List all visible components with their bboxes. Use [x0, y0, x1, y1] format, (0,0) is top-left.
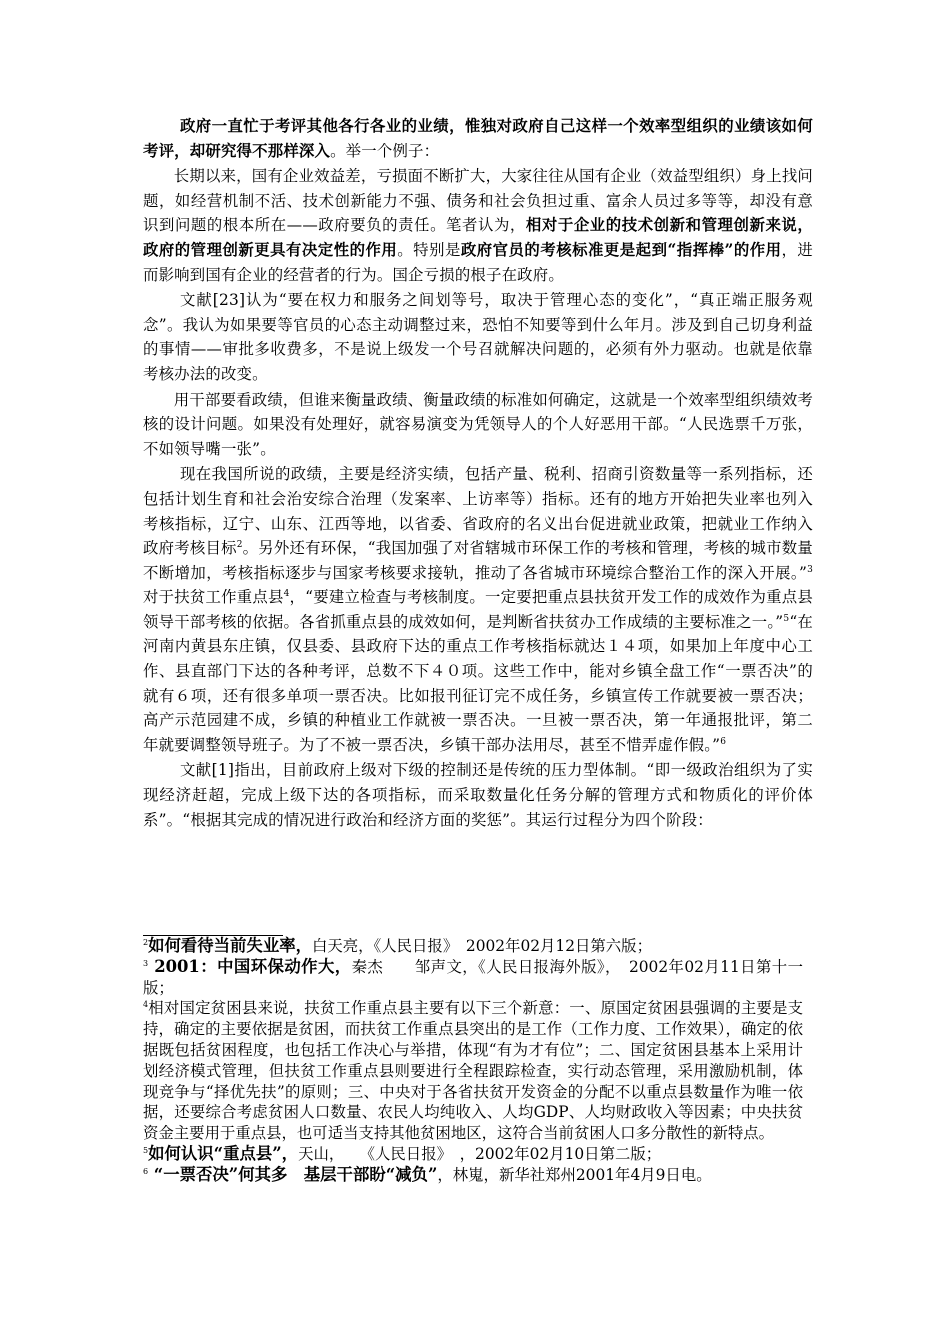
footnote-4: [143, 998, 803, 1144]
footnote-text: 白天亮，《人民日报》 2002年02月12日第六版；: [312, 937, 652, 955]
paragraph-5-text-1: 现在我国所说的政绩，主要是经济实绩，包括产量、税利、招商引资数量等一系列指标，还包括计划生育和社会治安综合治理（发案率、上访率等）指标。还有的地方开始把失业率也列入考核指标，辽宁、山东、江西等地，以省委、省政府的名义出台促进就业政策，把就业工作纳入政府考核目标: [143, 465, 813, 558]
footnote-ref-6[interactable]: 6: [720, 736, 727, 747]
footnote-ref-4[interactable]: 4: [283, 589, 290, 600]
paragraph-1-text: 。举一个例子：: [330, 141, 440, 160]
footnote-6: [143, 1165, 803, 1186]
paragraph-3: 文献[23]认为“要在权力和服务之间划等号，取决于管理心态的变化”，“真正端正服务观念”。我认为如果要等官员的心态主动调整过来，恐怕不知要等到什么年月。涉及到自己切身利益的事情——审批多收费多，不是说上级发一个号召就解决问题的，必须有外力驱动。也就是依靠考核办法的改变。: [143, 291, 813, 383]
body-text: [143, 114, 813, 832]
paragraph-4: 用干部要看政绩，但谁来衡量政绩、衡量政绩的标准如何确定，这就是一个效率型组织绩效考核的设计问题。如果没有处理好，就容易演变为凭领导人的个人好恶用干部。“人民选票千万张，不如领导嘴一张”。: [143, 390, 814, 458]
footnote-ref-2[interactable]: 2: [236, 539, 243, 550]
footnote-title: 如何认识“重点县”，: [148, 1143, 299, 1163]
footnote-3: [143, 957, 803, 999]
footnote-mark: 6: [143, 1166, 149, 1176]
footnote-mark: 4: [143, 1000, 149, 1010]
paragraph-5-text-2: 。另外还有环保，“我国加强了对省辖城市环保工作的考核和管理，考核的城市数量不断增加，考核指标逐步与国家考核要求接轨，推动了各省城市环境综合整治工作的深入开展。”: [143, 539, 813, 582]
footnote-title: “一票否决”何其多 基层干部盼“减负”: [148, 1164, 438, 1184]
footnote-2: [143, 936, 803, 957]
paragraph-5-text-4: ，“要建立检查与考核制度。一定要把重点县扶贫开发工作的成效作为重点县领导干部考核的依据。各省抓重点县的成效如何，是判断省扶贫办工作成绩的主要标准之一。”: [143, 588, 813, 631]
paragraph-2-bold-2: 政府官员的考核标准更是起到“指挥棒”的作用: [460, 240, 782, 259]
footnote-text: 天山， 《人民日报》 ，2002年02月10日第二版；: [298, 1144, 662, 1163]
footnote-ref-5[interactable]: 5: [783, 613, 790, 624]
paragraph-2-text-2: 。特别是: [397, 240, 461, 259]
footnotes: [143, 936, 803, 1186]
paragraph-5-text-5: “在河南内黄县东庄镇，仅县委、县政府下达的重点工作考核指标就达１４项，如果加上年度中心工作、县直部门下达的各种考评，总数不下４０项。这些工作中，能对乡镇全盘工作“一票否决”的就有６项，还有很多单项一票否决。比如报刊征订完不成任务，乡镇宣传工作就要被一票否决；高产示范园建不成，乡镇的种植业工作就被一票否决。一旦被一票否决，第一年通报批评，第二年就要调整领导班子。为了不被一票否决，乡镇干部办法用尽，甚至不惜弄虚作假。”: [143, 612, 813, 754]
footnote-title: 2001：中国环保动作大，: [148, 956, 352, 976]
paragraph-2-bold-1: 相对于企业的技术创新和管理创新来说，政府的管理创新更具有决定性的作用: [143, 216, 813, 259]
footnote-text: 相对国定贫困县来说，扶贫工作重点县主要有以下三个新意：一、原国定贫困县强调的主要是支持，确定的主要依据是贫困，而扶贫工作重点县突出的是工作（工作力度、工作效果），确定的依据既包括贫困程度，也包括工作决心与举措，体现“有为才有位”；二、国定贫困县基本上采用计划经济模式管理，但扶贫工作重点县则要进行全程跟踪检查，实行动态管理，采用激励机制，体现竞争与“择优先扶”的原则；三、中央对于各省扶贫开发资金的分配不以重点县数量作为唯一依据，还要综合考虑贫困人口数量、农民人均纯收入、人均GDP、人均财政收入等因素；中央扶贫资金主要用于重点县，也可适当支持其他贫困地区，这符合当前贫困人口多分散性的新特点。: [143, 999, 803, 1143]
paragraph-5-text-3: 对于扶贫工作重点县: [143, 588, 284, 607]
paragraph-2-text-1: 长期以来，国有企业效益差，亏损面不断扩大，大家往往从国有企业（效益型组织）身上找问题，如经营机制不活、技术创新能力不强、债务和社会负担过重、富余人员过多等等，却没有意识到问题的根本所在——政府要负的责任。笔者认为，: [143, 167, 814, 235]
footnote-text: ，林嵬，新华社郑州2001年4月9日电。: [437, 1165, 712, 1184]
footnote-mark: 2: [143, 937, 149, 947]
paragraph-2: [143, 164, 813, 287]
paragraph-1: [143, 114, 813, 163]
footnote-mark: 3: [143, 958, 149, 968]
paragraph-6: 文献[1]指出，目前政府上级对下级的控制还是传统的压力型体制。“即一级政治组织为了实现经济赶超，完成上级下达的各项指标，而采取数量化任务分解的管理方式和物质化的评价体系”。“根据其完成的情况进行政治和经济方面的奖惩”。其运行过程分为四个阶段：: [143, 761, 813, 829]
footnote-mark: 5: [143, 1145, 149, 1155]
paragraph-1-bold: 政府一直忙于考评其他各行各业的业绩，惟独对政府自己这样一个效率型组织的业绩该如何考评，却研究得不那样深入: [143, 117, 813, 160]
footnote-ref-3[interactable]: 3: [807, 564, 813, 575]
paragraph-2-text-3: ，进而影响到国有企业的经营者的行为。国企亏损的根子在政府。: [143, 240, 813, 284]
footnote-text: 秦杰 邹声文，《人民日报海外版》， 2002年02月11日第十一版；: [143, 957, 803, 997]
footnote-5: [143, 1144, 803, 1165]
paragraph-5: [143, 462, 813, 757]
footnote-title: 如何看待当前失业率，: [148, 936, 312, 955]
